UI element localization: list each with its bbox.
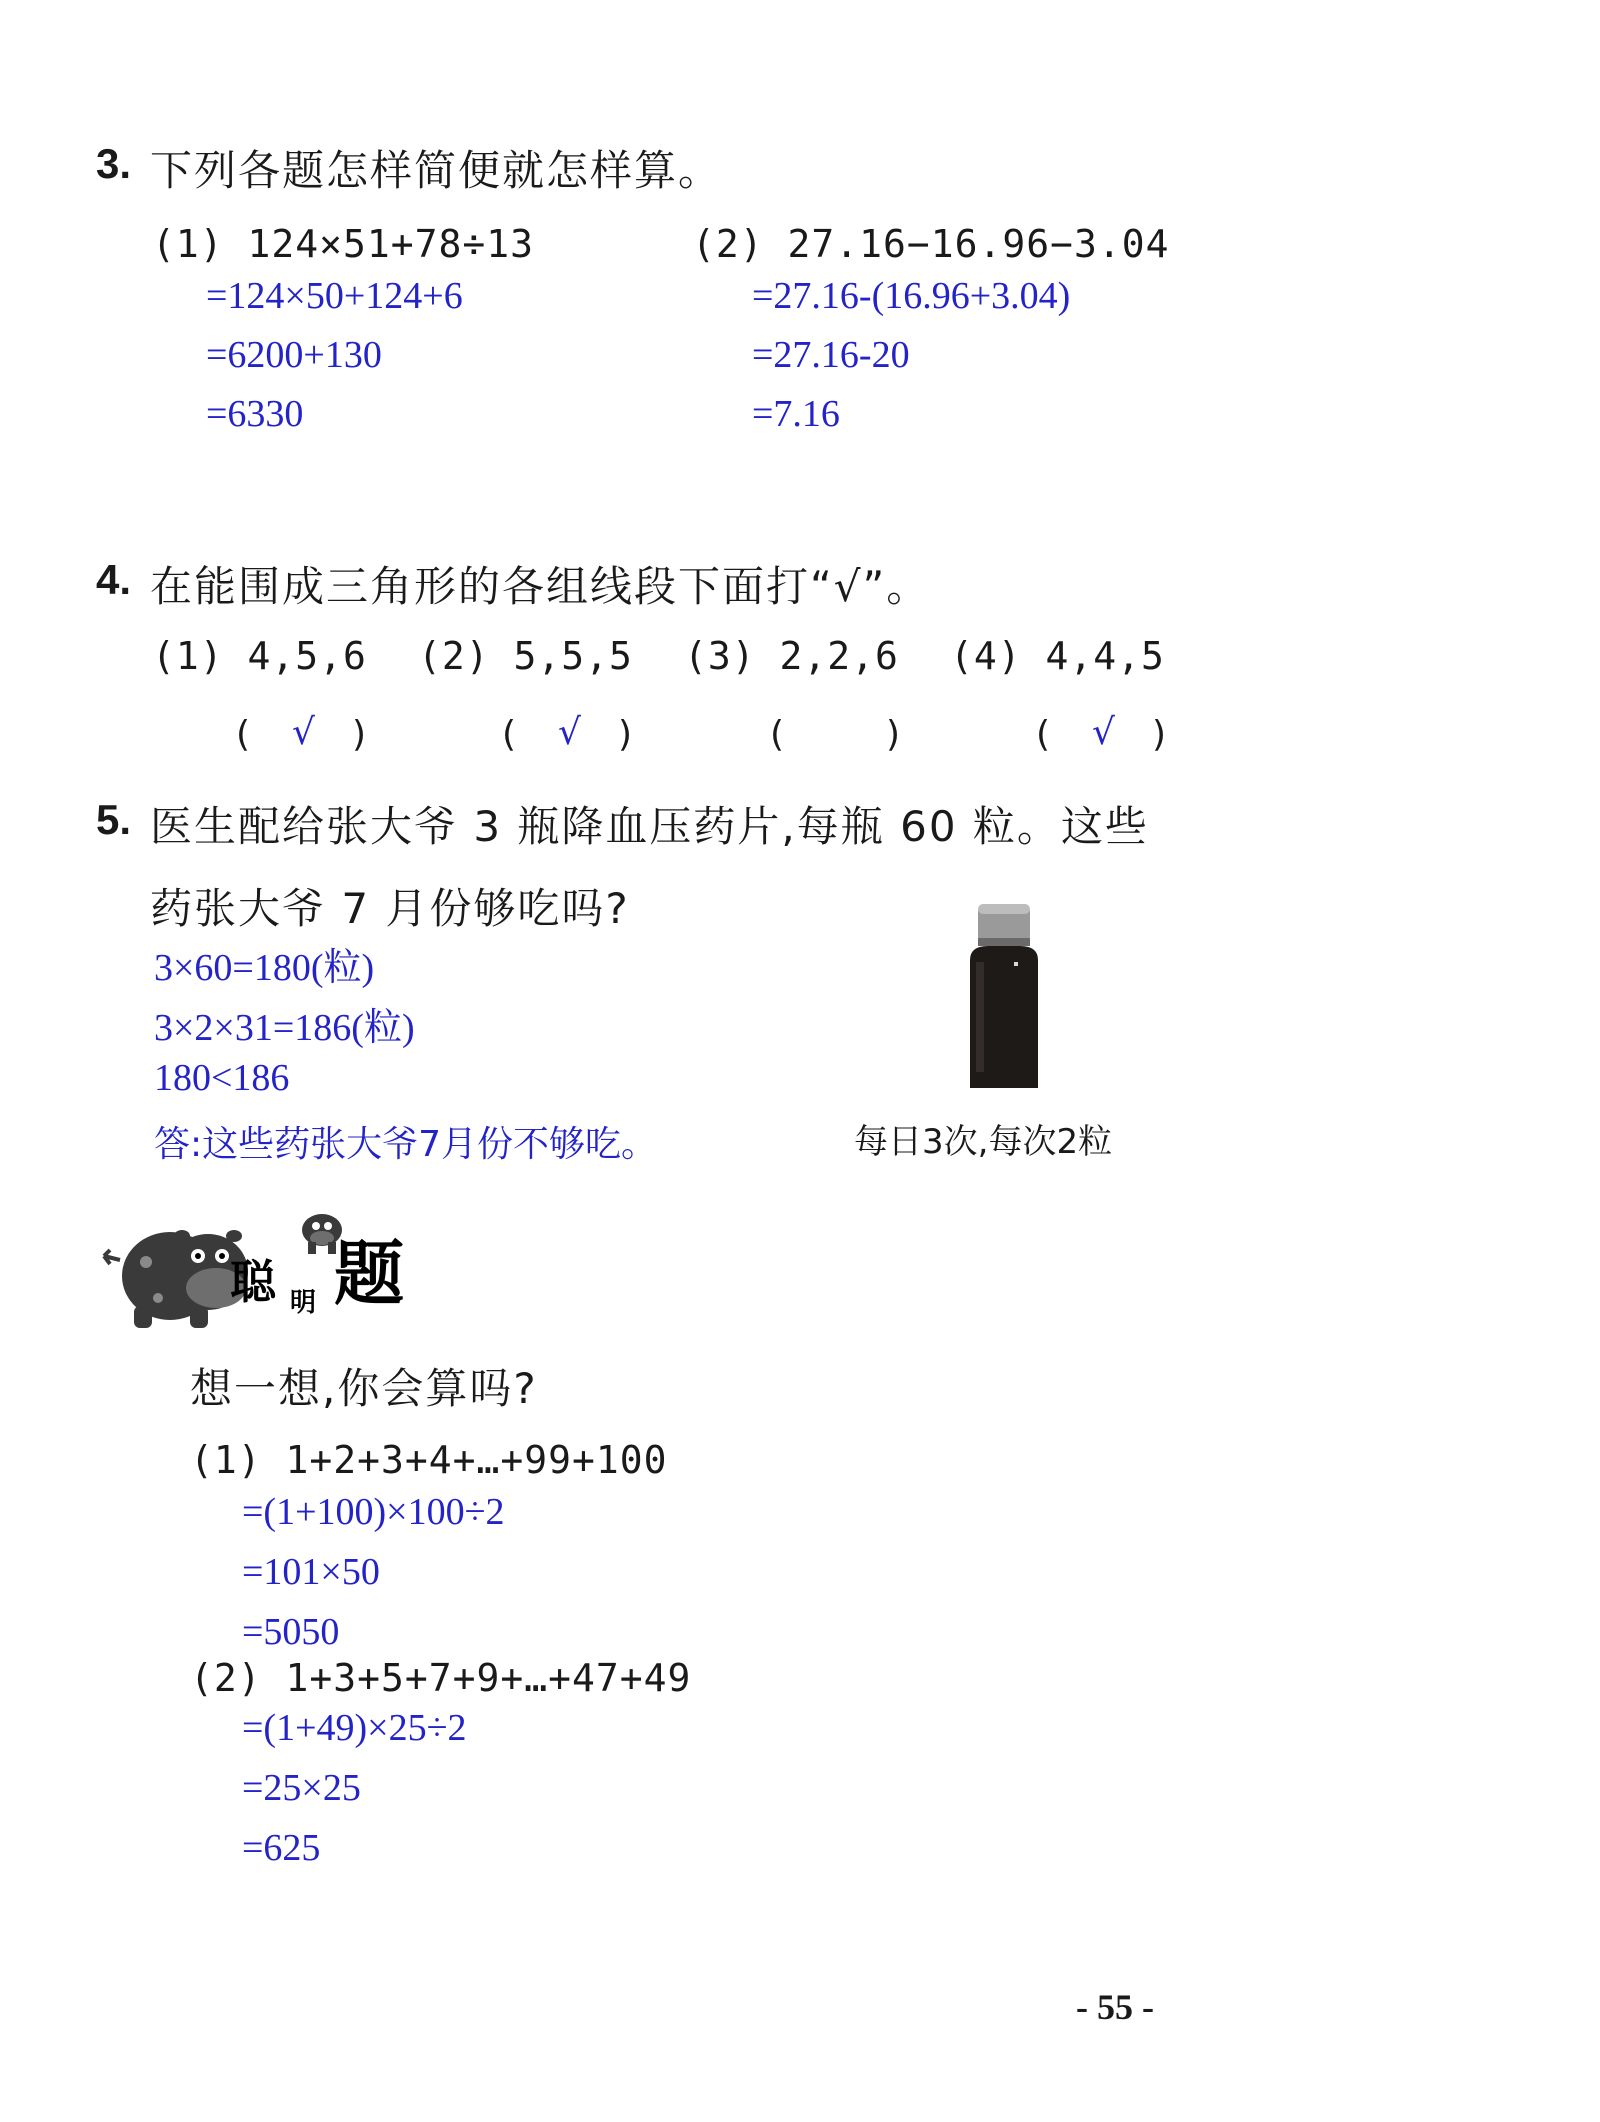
q4-answer-paren-4-open: ( [1036, 714, 1051, 755]
q3-p2-step-3: =7.16 [752, 393, 840, 435]
q5-number: 5. [96, 796, 132, 843]
bonus-p2-expression: (2) 1+3+5+7+9+…+47+49 [190, 1656, 692, 1700]
medicine-bottle-icon [948, 900, 1060, 1096]
q4-answer-mark-1: √ [292, 712, 315, 753]
q3-p1-expression: (1) 124×51+78÷13 [152, 222, 535, 266]
bonus-p2-step-1: =(1+49)×25÷2 [242, 1707, 467, 1749]
q5-step-1: 3×60=180(粒) [154, 947, 375, 989]
q4-answer-paren-3-close: ) [886, 714, 901, 755]
q5-line-1: 医生配给张大爷 3 瓶降血压药片,每瓶 60 粒。这些 [150, 802, 1149, 851]
bonus-p1-step-2: =101×50 [242, 1551, 380, 1593]
q4-answer-paren-3-open: ( [770, 714, 785, 755]
q4-option-2: (2) 5,5,5 [418, 634, 633, 678]
q5-step-3: 180<186 [154, 1057, 290, 1099]
bonus-p1-step-3: =5050 [242, 1611, 340, 1653]
bonus-prompt: 想一想,你会算吗? [190, 1364, 538, 1413]
q4-option-4: (4) 4,4,5 [950, 634, 1165, 678]
q4-answer-paren-2-close: ) [618, 714, 633, 755]
q5-line-2: 药张大爷 7 月份够吃吗? [150, 884, 630, 933]
q4-option-3: (3) 2,2,6 [684, 634, 899, 678]
bottle-caption: 每日3次,每次2粒 [854, 1122, 1113, 1162]
q3-p1-step-3: =6330 [206, 393, 304, 435]
bonus-p2-step-2: =25×25 [242, 1767, 361, 1809]
q4-option-1: (1) 4,5,6 [152, 634, 367, 678]
q3-p2-expression: (2) 27.16−16.96−3.04 [692, 222, 1170, 266]
bonus-p1-expression: (1) 1+2+3+4+…+99+100 [190, 1438, 668, 1482]
q5-step-2: 3×2×31=186(粒) [154, 1007, 415, 1049]
q3-p2-step-1: =27.16-(16.96+3.04) [752, 275, 1071, 317]
q4-answer-paren-1-open: ( [236, 714, 251, 755]
q3-p2-step-2: =27.16-20 [752, 334, 910, 376]
bonus-p1-step-1: =(1+100)×100÷2 [242, 1491, 505, 1533]
page-number: - 55 - [1076, 1987, 1154, 2027]
q4-answer-paren-1-close: ) [352, 714, 367, 755]
q3-p1-step-1: =124×50+124+6 [206, 275, 463, 317]
q4-answer-paren-4-close: ) [1152, 714, 1167, 755]
q3-title: 下列各题怎样简便就怎样算。 [150, 146, 723, 195]
q3-p1-step-2: =6200+130 [206, 334, 382, 376]
q4-answer-mark-4: √ [1092, 712, 1115, 753]
q4-number: 4. [96, 556, 132, 603]
badge-char-ming: 明 [290, 1288, 317, 1318]
badge-char-ti: 题 [334, 1233, 404, 1315]
q4-answer-mark-2: √ [558, 712, 581, 753]
q4-title: 在能围成三角形的各组线段下面打“√”。 [150, 562, 931, 611]
q5-answer: 答:这些药张大爷7月份不够吃。 [154, 1124, 658, 1165]
q3-number: 3. [96, 140, 132, 187]
bonus-p2-step-3: =625 [242, 1827, 321, 1869]
badge-char-cong: 聪 [230, 1255, 276, 1309]
q4-answer-paren-2-open: ( [502, 714, 517, 755]
